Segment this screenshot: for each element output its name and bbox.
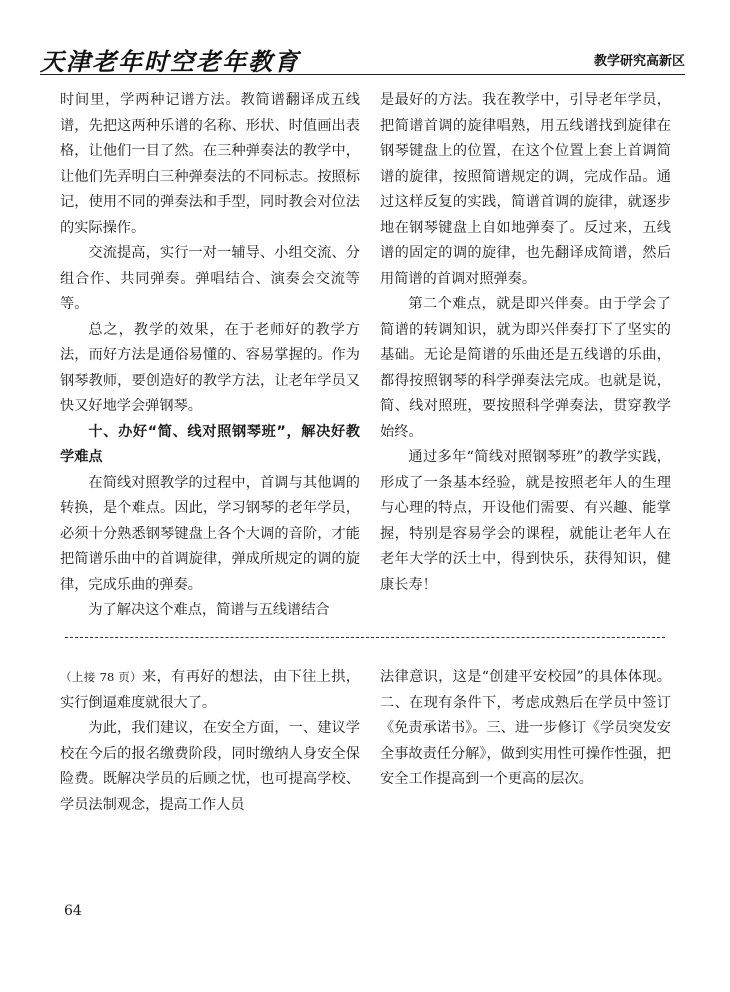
continued-column-right [380, 665, 671, 793]
section-label: 教学研究高新区 [593, 54, 685, 69]
paragraph: 通过多年“简线对照钢琴班”的教学实践，形成了一条基本经验，就是按照老年人的生理与心理的特点，开设他们需要、有兴趣、能掌握，特别是容易学会的课程，就能让老年人在老年大学的沃土中，得到快乐，获得知识，健康长寿！ [380, 449, 671, 593]
paragraph: 时间里，学两种记谱方法。教简谱翻译成五线谱，先把这两种乐谱的名称、形状、时值画出表格，让他们一目了然。在三种弹奏法的教学中，让他们先弄明白三种弹奏法的不同标志。按照标记，使用不同的弹奏法和手型，同时教会对位法的实际操作。 [60, 92, 360, 236]
continued-column-left [60, 665, 360, 818]
article-column-right [380, 88, 671, 598]
section-divider [65, 637, 665, 638]
journal-logo: 天津老年时空老年教育 [40, 47, 300, 76]
masthead [40, 38, 685, 78]
paragraph: 是最好的方法。我在教学中，引导老年学员，把简谱首调的旋律唱熟，用五线谱找到旋律在钢琴键盘上的位置，在这个位置上套上首调简谱的旋律，按照简谱规定的调，完成作品。通过这样反复的实践，简谱首调的旋律，就逐步地在钢琴键盘上自如地弹奏了。反过来，五线谱的固定的调的旋律，也先翻译成简谱，然后用简谱的首调对照弹奏。 [380, 92, 671, 287]
paragraph: 为此，我们建议，在安全方面，一、建议学校在今后的报名缴费阶段，同时缴纳人身安全保险费。既解决学员的后顾之忧，也可提高学校、学员法制观念，提高工作人员 [60, 720, 360, 813]
paragraph: 第二个难点，就是即兴伴奏。由于学会了简谱的转调知识，就为即兴伴奏打下了坚实的基础。无论是简谱的乐曲还是五线谱的乐曲，都得按照钢琴的科学弹奏法完成。也就是说，简、线对照班，要按照科学弹奏法，贯穿教学始终。 [380, 296, 671, 440]
header-rule [40, 74, 685, 75]
paragraph: 总之，教学的效果，在于老师好的教学方法，而好方法是通俗易懂的、容易掌握的。作为钢琴教师，要创造好的教学方法，让老年学员又快又好地学会弹钢琴。 [60, 321, 360, 414]
page-number: 64 [64, 903, 82, 919]
paragraph-text: 来，有再好的想法，由下往上拱，实行倒逼难度就很大了。 [60, 669, 360, 711]
article-column-left [60, 88, 360, 624]
paragraph: 为了解决这个难点，简谱与五线谱结合 [88, 602, 330, 618]
continued-note: （上接 78 页） [60, 670, 143, 684]
paragraph [60, 665, 360, 716]
paragraph: 法律意识，这是“创建平安校园”的具体体现。二、在现有条件下，考虑成熟后在学员中签订《免责承诺书》。三、进一步修订《学员突发安全事故责任分解》，做到实用性可操作性强，把安全工作提高到一个更高的层次。 [380, 669, 671, 787]
paragraph: 在简线对照教学的过程中，首调与其他调的转换，是个难点。因此，学习钢琴的老年学员，必须十分熟悉钢琴键盘上各个大调的音阶，才能把简谱乐曲中的首调旋律，弹成所规定的调的旋律，完成乐曲的弹奏。 [60, 474, 360, 593]
section-heading: 十、办好“简、线对照钢琴班”，解决好教学难点 [60, 423, 360, 465]
paragraph: 交流提高，实行一对一辅导、小组交流、分组合作、共同弹奏。弹唱结合、演奏会交流等等。 [60, 245, 360, 312]
